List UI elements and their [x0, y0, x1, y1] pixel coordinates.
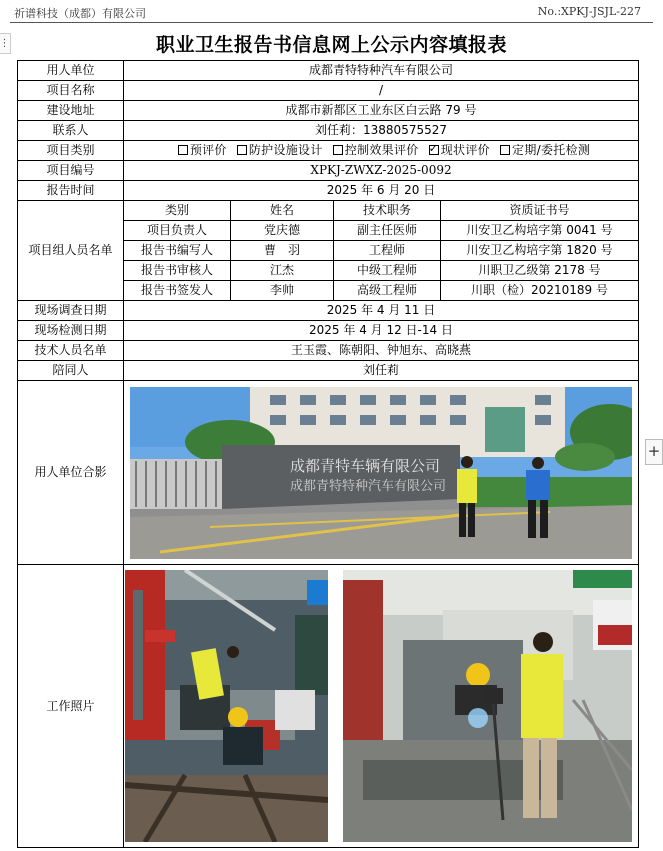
drag-handle-icon[interactable]: ⋮: [0, 33, 11, 54]
work-photo-1: [125, 570, 328, 842]
technicians-label: 技术人员名单: [18, 341, 124, 361]
option-label: 预评价: [189, 143, 227, 157]
sign-text-lower: 成都青特特种汽车有限公司: [290, 478, 447, 494]
sign-text-upper: 成都青特车辆有限公司: [290, 456, 441, 475]
option-label: 定期/委托检测: [512, 143, 591, 157]
report-time-value: 2025 年 6 月 20 日: [124, 181, 639, 201]
table-row: [18, 121, 639, 141]
accompany-label: 陪同人: [18, 361, 124, 381]
group-photo-label: 用人单位合影: [18, 381, 124, 565]
address-value: 成都市新都区工业东区白云路 79 号: [124, 101, 639, 121]
category-label: 项目类别: [18, 141, 124, 161]
option-label: 现状评价: [440, 143, 490, 157]
option-label: 防护设施设计: [248, 143, 323, 157]
checkbox-3[interactable]: [429, 145, 439, 155]
member-cert: 川职（检）20210189 号: [441, 281, 639, 301]
work-photo-label: 工作照片: [18, 565, 124, 848]
member-name: 李帅: [231, 281, 334, 301]
report-time-label: 报告时间: [18, 181, 124, 201]
table-row: [18, 361, 639, 381]
member-title: 副主任医师: [334, 221, 441, 241]
checkbox-2[interactable]: [333, 145, 343, 155]
table-row: [18, 61, 639, 81]
checkbox-4[interactable]: [500, 145, 510, 155]
member-cert: 川安卫乙构培字第 0041 号: [441, 221, 639, 241]
team-header: 技术职务: [334, 201, 441, 221]
member-role: 项目负责人: [124, 221, 231, 241]
member-role: 报告书编写人: [124, 241, 231, 261]
header-divider: [10, 22, 653, 23]
contact-label: 联系人: [18, 121, 124, 141]
member-role: 报告书签发人: [124, 281, 231, 301]
member-title: 工程师: [334, 241, 441, 261]
project-no-value: XPKJ-ZWXZ-2025-0092: [124, 161, 639, 181]
member-name: 江杰: [231, 261, 334, 281]
group-photo-row: [18, 381, 639, 565]
form-table: [17, 60, 639, 848]
member-title: 中级工程师: [334, 261, 441, 281]
member-cert: 川安卫乙构培字第 1820 号: [441, 241, 639, 261]
category-options: [124, 141, 639, 161]
survey-date-value: 2025 年 4 月 11 日: [124, 301, 639, 321]
document-number: No.:XPKJ-JSJL-227: [537, 5, 641, 18]
page-title: 职业卫生报告书信息网上公示内容填报表: [155, 34, 507, 56]
table-row: [18, 161, 639, 181]
address-label: 建设地址: [18, 101, 124, 121]
group-photo: [130, 387, 632, 559]
survey-date-label: 现场调查日期: [18, 301, 124, 321]
member-role: 报告书审核人: [124, 261, 231, 281]
member-title: 高级工程师: [334, 281, 441, 301]
table-row: [18, 181, 639, 201]
employer-label: 用人单位: [18, 61, 124, 81]
checkbox-1[interactable]: [237, 145, 247, 155]
member-cert: 川职卫乙级第 2178 号: [441, 261, 639, 281]
contact-value: 刘任莉：13880575527: [124, 121, 639, 141]
team-label: 项目组人员名单: [18, 201, 124, 301]
option-label: 控制效果评价: [344, 143, 419, 157]
table-row: [18, 341, 639, 361]
project-name-value: /: [124, 81, 639, 101]
checkbox-0[interactable]: [178, 145, 188, 155]
table-row: [18, 101, 639, 121]
company-name: 祈谱科技（成都）有限公司: [14, 7, 146, 20]
team-header: 资质证书号: [441, 201, 639, 221]
technicians-value: 王玉霞、陈朝阳、钟旭东、高晓燕: [124, 341, 639, 361]
table-row: [18, 301, 639, 321]
project-no-label: 项目编号: [18, 161, 124, 181]
test-date-label: 现场检测日期: [18, 321, 124, 341]
table-row: [18, 141, 639, 161]
table-row: [18, 81, 639, 101]
table-row: [18, 321, 639, 341]
accompany-value: 刘任莉: [124, 361, 639, 381]
work-photo-row: [18, 565, 639, 848]
member-name: 曹 羽: [231, 241, 334, 261]
work-photo-2: [343, 570, 632, 842]
project-name-label: 项目名称: [18, 81, 124, 101]
team-header: 姓名: [231, 201, 334, 221]
employer-value: 成都青特特种汽车有限公司: [124, 61, 639, 81]
team-header: 类别: [124, 201, 231, 221]
add-icon[interactable]: +: [645, 439, 663, 465]
member-name: 党庆德: [231, 221, 334, 241]
table-row: [18, 201, 639, 221]
test-date-value: 2025 年 4 月 12 日-14 日: [124, 321, 639, 341]
